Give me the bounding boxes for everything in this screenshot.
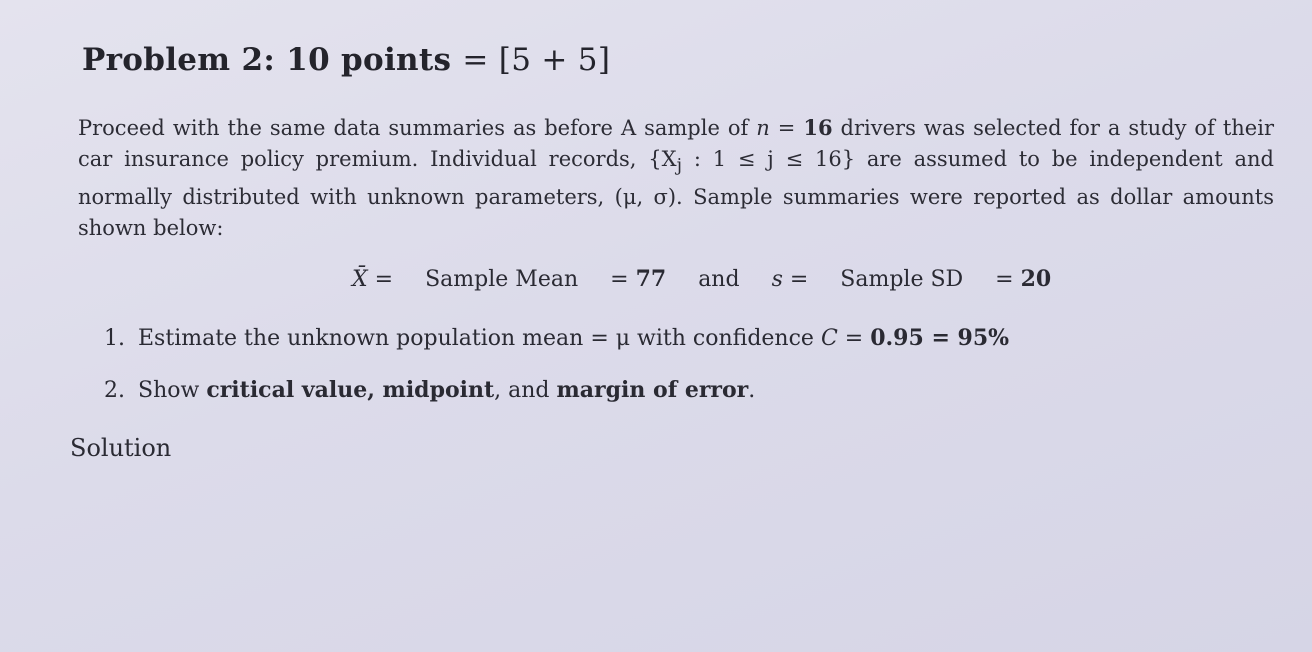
task-list [104,318,1009,422]
task-item-1 [104,318,1009,370]
description-part-1: Proceed with the same data summaries as before A sample of [78,116,757,140]
sample-mean-label: Sample Mean [425,267,579,292]
xbar-symbol: X̄ [352,267,368,292]
sample-mean-value: 77 [635,266,667,292]
task-2-bold-a: critical value, midpoint [206,377,495,403]
sample-sd-label: Sample SD [840,267,964,292]
sample-size-symbol: n = [756,116,804,140]
task-2-bold-b: margin of error [556,377,749,403]
subscript-j: j [676,156,683,177]
summary-equals-3: = [995,267,1014,292]
sample-size-value: 16 [803,115,833,140]
problem-title [82,42,610,78]
description-part-2: drivers was selected for a study of their car insurance policy premium. Individual records, {X [78,116,1274,171]
task-1-text: Estimate the unknown population mean = μ with confidence [138,326,821,351]
sample-sd-value: 20 [1020,266,1052,292]
summary-and: and [698,267,740,292]
s-symbol: s = [771,267,809,292]
task-item-2 [104,370,1009,422]
task-1-c-value: 0.95 = 95% [870,325,1010,351]
task-1-c-symbol: C = [820,326,871,351]
problem-title-text: Problem 2: 10 points [82,42,452,78]
summary-equals-1: = [374,267,394,292]
task-2-text-b: , and [494,378,557,403]
task-number-1: 1. [104,326,125,351]
sample-summary-line [352,266,1051,292]
task-number-2: 2. [104,378,125,403]
problem-points-expression: = [5 + 5] [462,42,611,78]
solution-heading: Solution [70,434,172,462]
description-part-3: : 1 ≤ j ≤ 16} are assumed to be independent and normally distributed with unknown parameters, (μ, σ). Sample summaries were reported as dollar amounts shown below: [78,147,1274,241]
task-2-text-c: . [748,378,756,403]
problem-description [78,112,1274,244]
task-2-text-a: Show [138,378,207,403]
summary-equals-2: = [610,267,629,292]
